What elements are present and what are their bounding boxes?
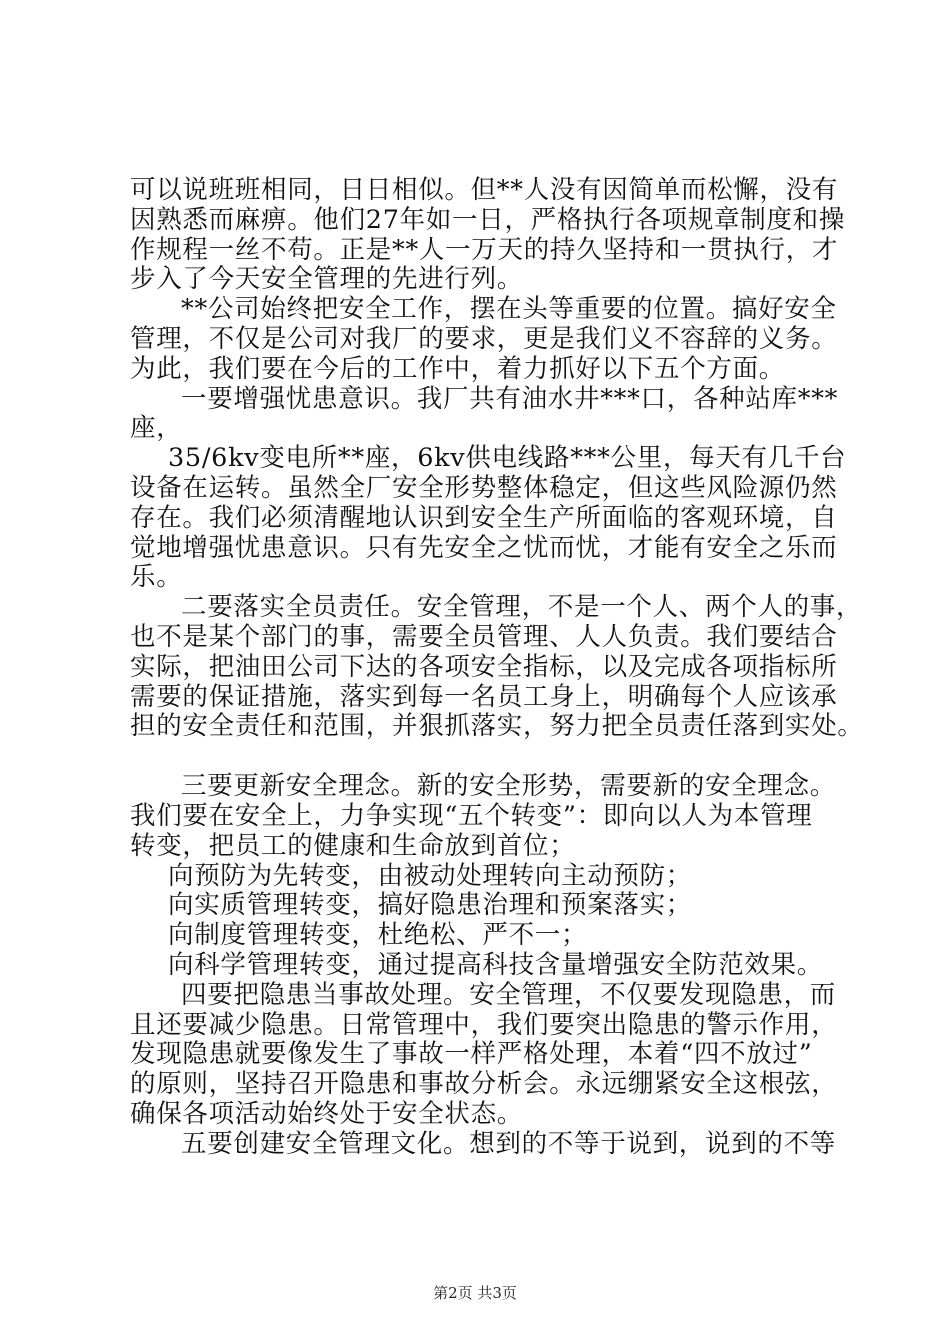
text-line: 三要更新安全理念。新的安全形势，需要新的安全理念。	[181, 771, 837, 802]
text-line: 向实质管理转变，搞好隐患治理和预案落实；	[168, 890, 693, 921]
text-line: 的原则，坚持召开隐患和事故分析会。永远绷紧安全这根弦，	[130, 1069, 838, 1100]
text-line: 作规程一丝不苟。正是**人一万天的持久坚持和一贯执行，才	[130, 234, 839, 265]
text-line: 我们要在安全上，力争实现“五个转变”：即向以人为本管理	[130, 800, 813, 831]
document-body	[130, 175, 864, 1160]
text-line: 乐。	[130, 562, 183, 593]
text-line: 向制度管理转变，杜绝松、严不一；	[168, 920, 588, 951]
text-line: 一要增强忧患意识。我厂共有油水井***口，各种站库***	[181, 383, 839, 414]
text-line: 向预防为先转变，由被动处理转向主动预防；	[168, 860, 693, 891]
text-line: 设备在运转。虽然全厂安全形势整体稳定，但这些风险源仍然	[130, 472, 838, 503]
text-line: 担的安全责任和范围，并狠抓落实，努力把全员责任落到实处。	[130, 711, 864, 742]
text-line: 座，	[130, 413, 183, 444]
text-line: 为此，我们要在今后的工作中，着力抓好以下五个方面。	[130, 353, 786, 384]
page-footer: 第2页 共3页	[433, 1284, 517, 1302]
text-line: 确保各项活动始终处于安全状态。	[130, 1098, 524, 1129]
text-line: 发现隐患就要像发生了事故一样严格处理，本着“四不放过”	[130, 1039, 813, 1070]
paragraph-gap	[130, 742, 840, 772]
text-line: 且还要减少隐患。日常管理中，我们要突出隐患的警示作用，	[130, 1009, 838, 1040]
text-line: 需要的保证措施，落实到每一名员工身上，明确每个人应该承	[130, 681, 838, 712]
text-line: 二要落实全员责任。安全管理，不是一个人、两个人的事，	[181, 592, 863, 623]
text-line: 可以说班班相同，日日相似。但**人没有因简单而松懈，没有	[130, 175, 839, 205]
text-line: 觉地增强忧患意识。只有先安全之忧而忧，才能有安全之乐而	[130, 532, 838, 563]
text-line: 四要把隐患当事故处理。安全管理，不仅要发现隐患，而	[181, 979, 837, 1010]
text-line: 步入了今天安全管理的先进行列。	[130, 264, 524, 295]
text-line: 存在。我们必须清醒地认识到安全生产所面临的客观环境，自	[130, 502, 838, 533]
text-line: 管理，不仅是公司对我厂的要求，更是我们义不容辞的义务。	[130, 323, 838, 354]
text-line: 35/6kv变电所**座，6kv供电线路***公里，每天有几千台	[168, 443, 847, 474]
text-line: **公司始终把安全工作，摆在头等重要的位置。搞好安全	[181, 294, 837, 325]
text-line: 因熟悉而麻痹。他们27年如一日，严格执行各项规章制度和操	[130, 204, 846, 235]
text-line: 五要创建安全管理文化。想到的不等于说到，说到的不等	[181, 1128, 837, 1159]
text-line: 实际，把油田公司下达的各项安全指标，以及完成各项指标所	[130, 651, 838, 682]
text-line: 也不是某个部门的事，需要全员管理、人人负责。我们要结合	[130, 621, 838, 652]
text-line: 向科学管理转变，通过提高科技含量增强安全防范效果。	[168, 949, 824, 980]
text-line: 转变，把员工的健康和生命放到首位；	[130, 830, 576, 861]
